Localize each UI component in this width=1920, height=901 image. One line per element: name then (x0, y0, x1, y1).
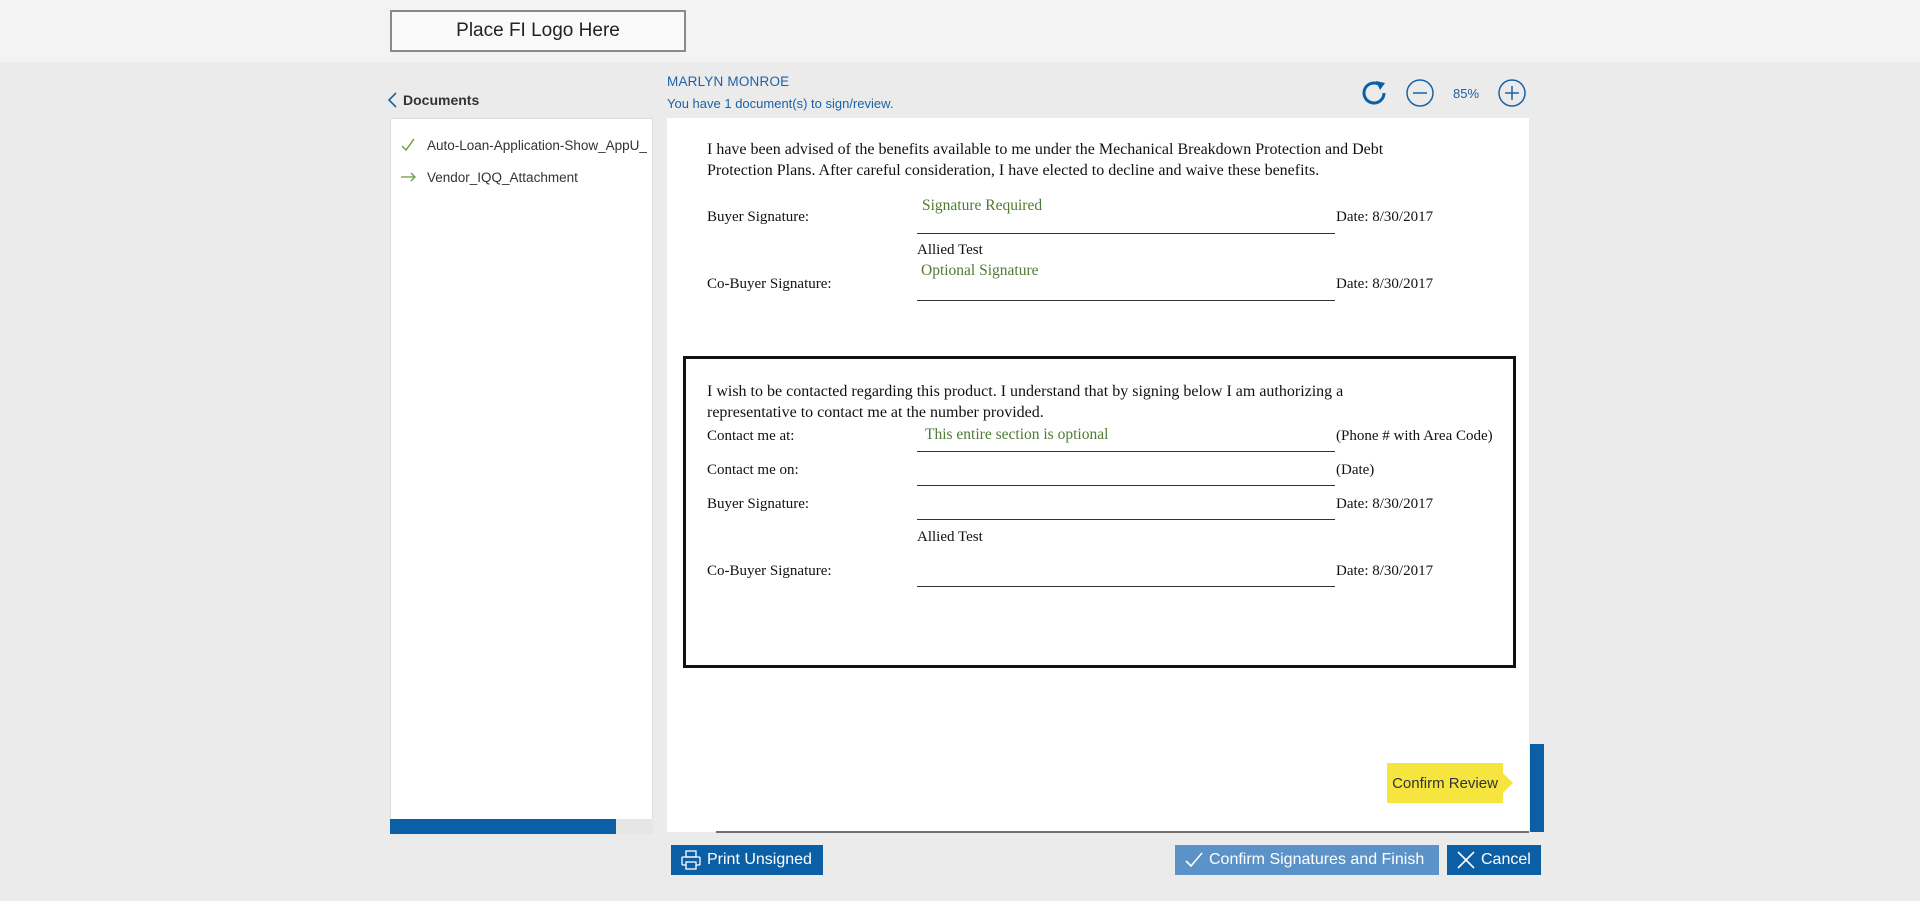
signature-line (917, 300, 1335, 301)
print-unsigned-label: Print Unsigned (707, 851, 812, 868)
zoom-level: 85% (1452, 85, 1480, 101)
documents-list (390, 118, 653, 834)
zoom-in-icon (1497, 78, 1527, 108)
confirm-finish-label: Confirm Signatures and Finish (1209, 851, 1425, 868)
top-bar (0, 0, 1920, 62)
box-buyer-name: Allied Test (917, 529, 983, 545)
refresh-button[interactable] (1358, 77, 1390, 109)
documents-title: Documents (403, 92, 480, 108)
disclosure-line-2: Protection Plans. After careful consideration, I have elected to decline and waive these benefits. (707, 162, 1320, 179)
contact-line-1: I wish to be contacted regarding this product. I understand that by signing below I am authorizing a (707, 383, 1344, 400)
optional-contact-section (683, 356, 1516, 668)
chevron-left-icon (388, 92, 397, 108)
checkmark-icon (401, 138, 419, 152)
viewer-toolbar (1358, 77, 1528, 109)
box-cobuyer-date: Date: 8/30/2017 (1336, 563, 1434, 579)
list-item[interactable] (391, 129, 652, 161)
buyer-signature-label: Buyer Signature: (707, 209, 810, 225)
contact-at-label: Contact me at: (707, 428, 795, 444)
box-buyer-signature-field[interactable] (917, 519, 1335, 520)
zoom-out-button[interactable] (1404, 77, 1436, 109)
arrow-right-icon (401, 172, 419, 182)
print-unsigned-button[interactable] (671, 845, 823, 875)
document-name: Vendor_IQQ_Attachment (427, 169, 578, 185)
signature-line (917, 451, 1335, 452)
cancel-label: Cancel (1481, 851, 1531, 868)
documents-progress-bar (390, 819, 653, 834)
refresh-icon (1358, 77, 1390, 109)
signature-line (917, 233, 1335, 234)
signer-name: MARLYN MONROE (667, 74, 790, 89)
viewer-divider (716, 831, 1529, 833)
signer-message: You have 1 document(s) to sign/review. (667, 96, 894, 111)
progress-fill (390, 819, 616, 834)
logo-placeholder: Place FI Logo Here (390, 10, 686, 52)
checkmark-icon (1185, 851, 1203, 869)
buyer-name: Allied Test (917, 242, 983, 258)
contact-phone-field[interactable]: This entire section is optional (925, 426, 1109, 443)
cobuyer-signature-field[interactable]: Optional Signature (921, 262, 1039, 279)
box-buyer-signature-label: Buyer Signature: (707, 496, 810, 512)
contact-on-label: Contact me on: (707, 462, 799, 478)
buyer-signature-field[interactable]: Signature Required (922, 197, 1043, 214)
zoom-out-icon (1405, 78, 1435, 108)
confirm-review-button[interactable]: Confirm Review (1387, 763, 1503, 803)
close-icon (1457, 851, 1475, 869)
buyer-date: Date: 8/30/2017 (1336, 209, 1434, 225)
confirm-review-rail (1530, 744, 1544, 832)
document-viewer[interactable] (667, 118, 1529, 832)
list-item[interactable] (391, 161, 652, 193)
disclosure-line-1: I have been advised of the benefits available to me under the Mechanical Breakdown Protection and Debt (707, 141, 1384, 158)
contact-at-suffix: (Phone # with Area Code) (1336, 428, 1493, 444)
box-cobuyer-signature-field[interactable] (917, 586, 1335, 587)
box-cobuyer-signature-label: Co-Buyer Signature: (707, 563, 832, 579)
cobuyer-signature-label: Co-Buyer Signature: (707, 276, 832, 292)
confirm-finish-button[interactable] (1175, 845, 1439, 875)
zoom-in-button[interactable] (1496, 77, 1528, 109)
cobuyer-date: Date: 8/30/2017 (1336, 276, 1434, 292)
cancel-button[interactable] (1447, 845, 1541, 875)
printer-icon (681, 850, 701, 870)
box-buyer-date: Date: 8/30/2017 (1336, 496, 1434, 512)
documents-back-link[interactable] (388, 92, 479, 108)
document-name: Auto-Loan-Application-Show_AppU_ (427, 137, 647, 153)
contact-on-suffix: (Date) (1336, 462, 1375, 478)
contact-line-2: representative to contact me at the number provided. (707, 404, 1044, 421)
contact-date-field[interactable] (917, 485, 1335, 486)
